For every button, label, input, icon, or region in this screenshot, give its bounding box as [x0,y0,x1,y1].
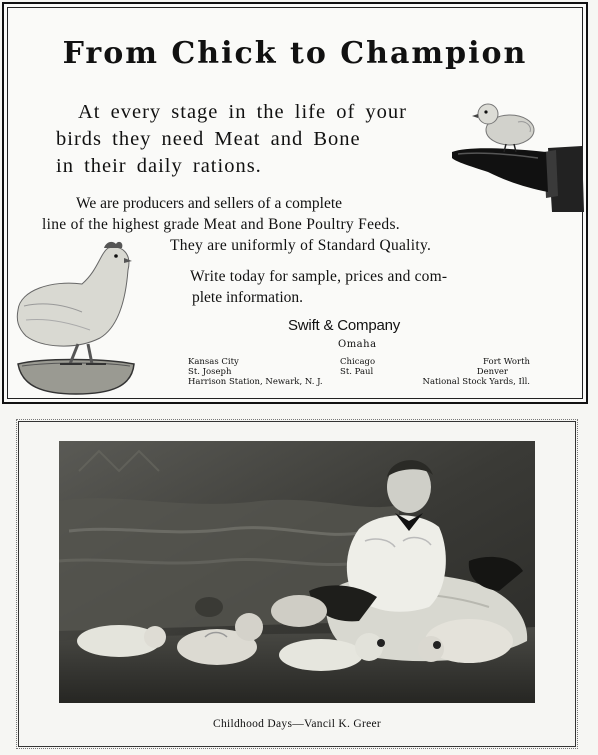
producers-line: They are uniformly of Standard Quality. [170,237,432,254]
advertisement [2,2,588,404]
producers-line: line of the highest grade Meat and Bone Poultry Feeds. [42,216,400,233]
branch-location: Harrison Station, Newark, N. J. [188,377,323,387]
branch-list-1 [188,357,323,387]
branch-location: St. Paul [340,367,374,377]
lead-line: birds they need Meat and Bone [56,128,361,150]
ad-headline: From Chick to Champion [62,36,528,71]
branch-location: National Stock Yards, Ill. [422,377,530,387]
branch-location: Chicago [340,357,376,367]
branch-list-2 [340,357,375,377]
ad-lead-text [56,99,456,180]
producers-line: We are producers and sellers of a complete [76,195,343,212]
branch-location: Fort Worth [483,357,530,367]
branch-location: Denver [476,367,508,377]
branch-location: St. Joseph [188,367,232,377]
hen-illustration [12,240,140,398]
ad-contact-text [190,266,550,308]
photo-caption: Childhood Days—Vancil K. Greer [212,718,382,730]
contact-line: Write today for sample, prices and com- [190,268,448,285]
branch-location: Kansas City [188,357,239,367]
company-city: Omaha [338,339,377,350]
contact-line: plete information. [192,289,304,306]
company-name: Swift & Company [288,317,401,334]
branch-list-3 [406,357,530,387]
photograph-illustration [59,441,535,703]
lead-line: in their daily rations. [56,155,262,177]
photograph-boy-with-puppies [59,441,535,703]
lead-line: At every stage in the life of your [78,101,407,123]
photo-card [18,421,576,747]
